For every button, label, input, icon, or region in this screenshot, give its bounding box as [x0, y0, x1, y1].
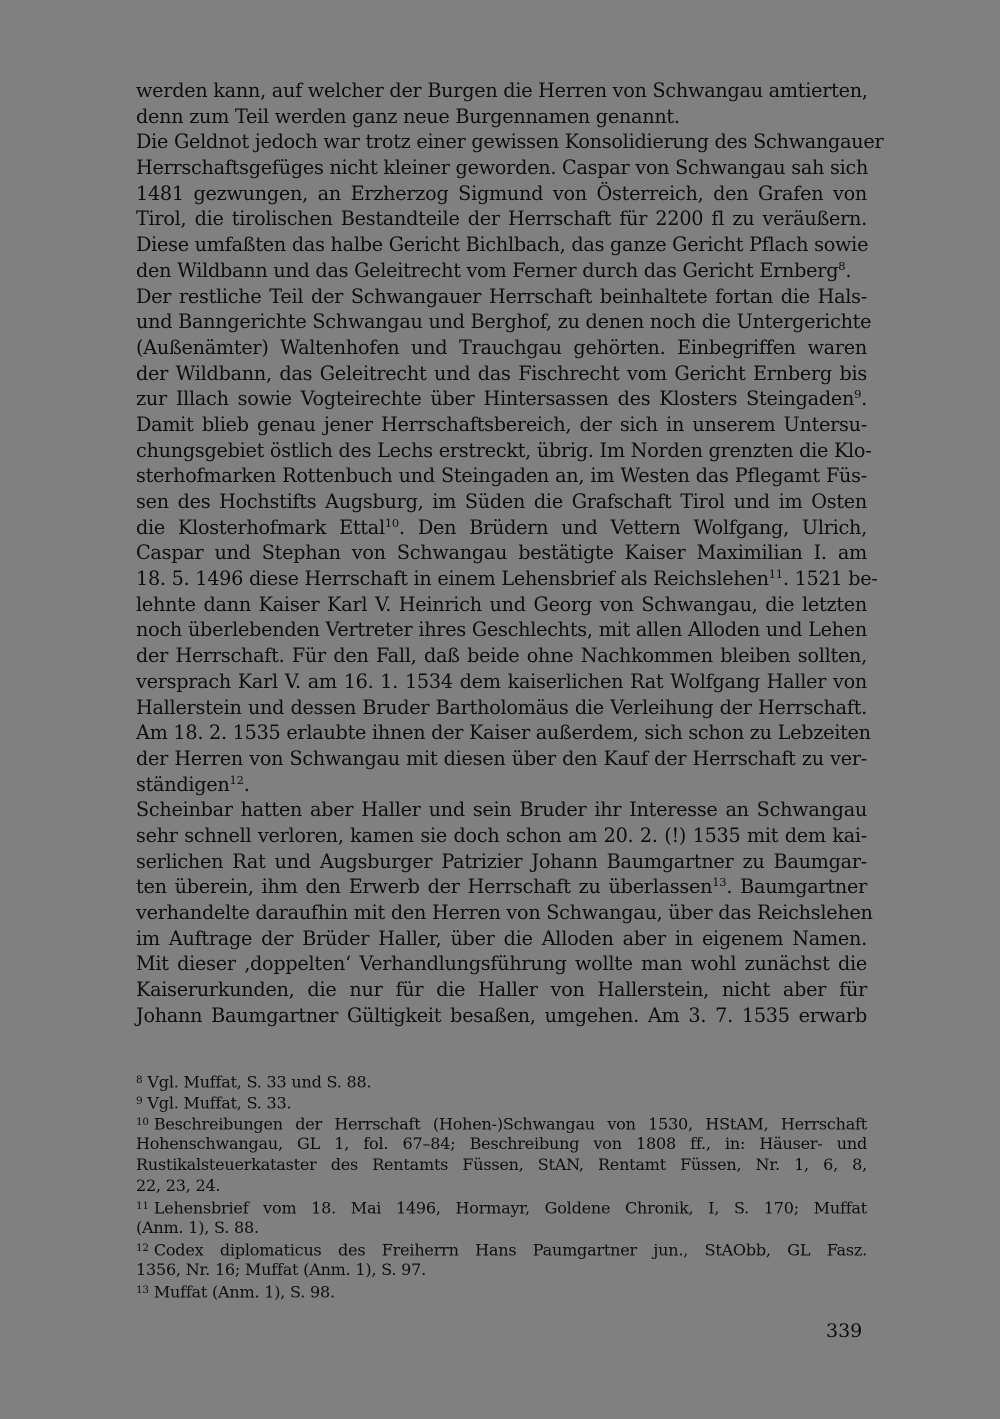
line-text: serlichen Rat und Augsburger Patrizier Johann Baumgartner zu Baumgar- — [136, 849, 867, 873]
footnote-text: Codex diplomaticus des Freiherrn Hans Paumgartner jun., StAObb, GL Fasz. — [153, 1240, 867, 1260]
line-text: Kaiserurkunden, die nur für die Haller von Hallerstein, nicht aber für — [136, 978, 867, 1002]
footnote-reference: 11 — [768, 567, 783, 582]
footnote-reference: 9 — [854, 387, 862, 402]
line-text: Der restliche Teil der Schwangauer Herrschaft beinhaltete fortan die Hals- — [136, 284, 867, 308]
line-text: Johann Baumgartner Gültigkeit besaßen, umgehen. Am 3. 7. 1535 erwarb — [136, 1003, 867, 1027]
line-text-continued: . Baumgartner — [726, 875, 867, 899]
body-line — [136, 412, 867, 438]
footnote-line — [136, 1091, 867, 1112]
line-text-continued: . 1521 be- — [782, 567, 878, 591]
footnote-line — [136, 1217, 867, 1238]
line-text: den Wildbann und das Geleitrecht vom Ferner durch das Gericht Ernberg — [136, 258, 839, 282]
line-text: der Wildbann, das Geleitrecht und das Fischrecht vom Gericht Ernberg bis — [136, 361, 867, 385]
footnote-text: Vgl. Muffat, S. 33 und S. 88. — [147, 1072, 372, 1092]
footnote-number: 11 — [136, 1200, 149, 1212]
line-text-continued: . — [243, 772, 250, 796]
line-text: 18. 5. 1496 diese Herrschaft in einem Lehensbrief als Reichslehen — [136, 567, 769, 591]
footnote-line — [136, 1112, 867, 1133]
line-text: Mit dieser ‚doppelten‘ Verhandlungsführung wollte man wohl zunächst die — [136, 952, 867, 976]
line-text: noch überlebenden Vertreter ihres Geschlechts, mit allen Alloden und Lehen — [136, 618, 867, 642]
body-line — [136, 1003, 867, 1029]
body-line — [136, 155, 867, 181]
footnote-text: Muffat (Anm. 1), S. 98. — [153, 1282, 335, 1302]
line-text: ten überein, ihm den Erwerb der Herrschaft zu überlassen — [136, 875, 713, 899]
footnote-line — [136, 1259, 867, 1280]
footnote-text: 1356, Nr. 16; Muffat (Anm. 1), S. 97. — [136, 1260, 427, 1279]
footnote-line — [136, 1175, 867, 1196]
body-line — [136, 284, 867, 310]
body-line — [136, 772, 867, 798]
body-line — [136, 463, 867, 489]
line-text: Scheinbar hatten aber Haller und sein Bruder ihr Interesse an Schwangau — [136, 798, 867, 822]
body-line — [136, 592, 867, 618]
body-line — [136, 78, 867, 104]
line-text: werden kann, auf welcher der Burgen die Herren von Schwangau amtierten, — [136, 79, 868, 102]
footnote-text: Beschreibungen der Herrschaft (Hohen-)Schwangau von 1530, HStAM, Herrschaft — [153, 1114, 867, 1134]
line-text: der Herrschaft. Für den Fall, daß beide ohne Nachkommen bleiben sollten, — [136, 644, 867, 668]
body-line — [136, 540, 867, 566]
footnote-line — [136, 1196, 867, 1217]
footnote-line — [136, 1154, 867, 1175]
footnote-line — [136, 1070, 867, 1091]
footnote-number: 8 — [136, 1074, 143, 1086]
line-text: Caspar und Stephan von Schwangau bestätigte Kaiser Maximilian I. am — [136, 541, 867, 565]
body-line — [136, 926, 867, 952]
footnote-reference: 8 — [838, 258, 846, 273]
body-line — [136, 438, 872, 464]
body-text — [136, 78, 884, 1028]
line-text: Am 18. 2. 1535 erlaubte ihnen der Kaiser außerdem, sich schon zu Lebzeiten — [136, 721, 871, 745]
line-text: Diese umfaßten das halbe Gericht Bichlbach, das ganze Gericht Pflach sowie — [136, 233, 869, 257]
page-number: 339 — [826, 1320, 863, 1342]
footnote-text: Hohenschwangau, GL 1, fol. 67–84; Beschreibung von 1808 ff., in: Häuser- und — [136, 1134, 867, 1153]
line-text: verhandelte daraufhin mit den Herren von Schwangau, über das Reichslehen — [136, 901, 873, 924]
footnote-text: Rustikalsteuerkataster des Rentamts Füssen, StAN, Rentamt Füssen, Nr. 1, 6, 8, — [136, 1155, 867, 1174]
body-line — [136, 823, 867, 849]
line-text: der Herren von Schwangau mit diesen über den Kauf der Herrschaft zu ver- — [136, 746, 867, 770]
body-line — [136, 695, 867, 721]
body-line — [136, 874, 867, 900]
line-text: (Außenämter) Waltenhofen und Trauchgau gehörten. Einbegriffen waren — [136, 335, 867, 359]
line-text: im Auftrage der Brüder Haller, über die Alloden aber in eigenem Namen. — [136, 926, 867, 950]
line-text: sen des Hochstifts Augsburg, im Süden die Grafschaft Tirol und im Osten — [136, 490, 867, 513]
footnote-number: 12 — [136, 1242, 149, 1254]
body-line — [136, 206, 867, 232]
body-line — [136, 977, 867, 1003]
line-text: Hallerstein und dessen Bruder Bartholomäus die Verleihung der Herrschaft. — [136, 695, 867, 719]
line-text-continued: . — [845, 258, 852, 282]
footnote-number: 9 — [136, 1095, 143, 1107]
footnote-text: Vgl. Muffat, S. 33. — [147, 1093, 292, 1113]
line-text: denn zum Teil werden ganz neue Burgennamen genannt. — [136, 104, 680, 128]
body-line — [136, 797, 867, 823]
body-line — [136, 515, 867, 541]
footnote-reference: 10 — [384, 515, 399, 530]
line-text: zur Illach sowie Vogteirechte über Hintersassen des Klosters Steingaden — [136, 387, 855, 411]
footnote-line — [136, 1280, 867, 1301]
line-text: lehnte dann Kaiser Karl V. Heinrich und Georg von Schwangau, die letzten — [136, 592, 867, 616]
body-line — [136, 643, 867, 669]
footnote-line — [136, 1133, 867, 1154]
body-line — [136, 669, 867, 695]
line-text: ständigen — [136, 772, 230, 796]
line-text: Die Geldnot jedoch war trotz einer gewissen Konsolidierung des Schwangauer — [136, 130, 884, 154]
line-text: chungsgebiet östlich des Lechs erstreckt, übrig. Im Norden grenzten die Klo- — [136, 438, 872, 462]
footnote-number: 10 — [136, 1116, 149, 1128]
footnote-text: Lehensbrief vom 18. Mai 1496, Hormayr, Goldene Chronik, I, S. 170; Muffat — [153, 1198, 867, 1218]
body-line — [136, 129, 884, 155]
footnote-line — [136, 1238, 867, 1259]
line-text: und Banngerichte Schwangau und Berghof, zu denen noch die Untergerichte — [136, 310, 872, 334]
line-text: 1481 gezwungen, an Erzherzog Sigmund von Österreich, den Grafen von — [136, 181, 867, 205]
line-text: versprach Karl V. am 16. 1. 1534 dem kaiserlichen Rat Wolfgang Haller von — [136, 669, 867, 693]
body-line — [136, 309, 872, 335]
body-line — [136, 720, 871, 746]
line-text-continued: . — [861, 387, 867, 411]
body-line — [136, 617, 867, 643]
body-line — [136, 849, 867, 875]
body-line — [136, 900, 873, 926]
line-text: die Klosterhofmark Ettal — [136, 515, 385, 539]
line-text: Tirol, die tirolischen Bestandteile der Herrschaft für 2200 fl zu veräußern. — [136, 207, 867, 231]
body-line — [136, 258, 867, 284]
body-line — [136, 951, 867, 977]
body-line — [136, 566, 878, 592]
body-line — [136, 746, 867, 772]
footnote-number: 13 — [136, 1284, 149, 1296]
footnote-text: 22, 23, 24. — [136, 1176, 221, 1195]
body-line — [136, 232, 867, 258]
body-line — [136, 104, 867, 130]
line-text: Damit blieb genau jener Herrschaftsbereich, der sich in unserem Untersu- — [136, 412, 867, 436]
footnote-reference: 12 — [229, 772, 244, 787]
body-line — [136, 361, 867, 387]
footnotes — [136, 1070, 867, 1301]
line-text: sterhofmarken Rottenbuch und Steingaden an, im Westen das Pflegamt Füs- — [136, 464, 867, 488]
line-text: sehr schnell verloren, kamen sie doch schon am 20. 2. (!) 1535 mit dem kai- — [136, 823, 867, 847]
body-line — [136, 181, 867, 207]
footnote-reference: 13 — [712, 875, 727, 890]
body-line — [136, 386, 867, 412]
body-line — [136, 335, 867, 361]
line-text-continued: . Den Brüdern und Vettern Wolfgang, Ulrich, — [399, 515, 867, 539]
footnote-text: (Anm. 1), S. 88. — [136, 1218, 259, 1237]
body-line — [136, 489, 867, 515]
line-text: Herrschaftsgefüges nicht kleiner geworden. Caspar von Schwangau sah sich — [136, 156, 869, 180]
